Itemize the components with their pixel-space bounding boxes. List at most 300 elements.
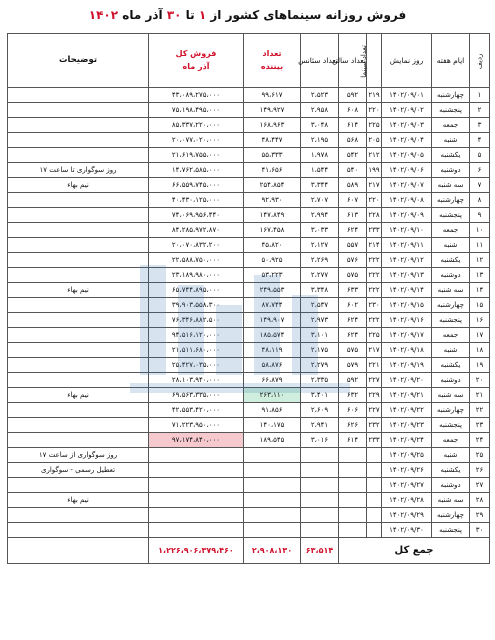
note-cell <box>8 253 149 268</box>
table-row <box>8 343 490 358</box>
note-cell <box>8 298 149 313</box>
table-row <box>8 298 490 313</box>
showings-cell: ۲،۶۰۹ <box>301 403 339 418</box>
date-cell: ۱۴۰۲/۰۹/۲۰ <box>382 373 432 388</box>
table-row <box>8 313 490 328</box>
showings-cell: ۲،۲۶۹ <box>301 253 339 268</box>
date-cell: ۱۴۰۲/۰۹/۱۶ <box>382 313 432 328</box>
row-index-cell: ۱۸ <box>470 343 490 358</box>
cinemas-cell: ۲۳۲ <box>367 418 382 433</box>
showings-cell: ۲،۹۷۳ <box>301 313 339 328</box>
halls-cell: ۵۴۰ <box>339 163 367 178</box>
header-sales: فروش کل آذر ماه <box>149 34 244 88</box>
showings-cell: ۲،۱۲۷ <box>301 238 339 253</box>
showings-cell: ۳،۳۴۸ <box>301 283 339 298</box>
total-sales: ۱،۲۲۶،۹۰۶،۳۷۹،۴۶۰ <box>149 538 244 564</box>
row-index-cell: ۲۳ <box>470 418 490 433</box>
date-cell: ۱۴۰۲/۰۹/۰۹ <box>382 208 432 223</box>
sales-cell: ۷۵،۱۹۸،۴۹۵،۰۰۰ <box>149 103 244 118</box>
showings-cell: ۲،۳۳۵ <box>301 373 339 388</box>
weekday-cell: چهارشنبه <box>432 88 470 103</box>
halls-cell <box>339 478 367 493</box>
row-index-cell: ۱۷ <box>470 328 490 343</box>
weekday-cell: جمعه <box>432 433 470 448</box>
sales-cell: ۲۱،۶۱۹،۷۵۵،۰۰۰ <box>149 148 244 163</box>
row-index-cell: ۱۵ <box>470 298 490 313</box>
sales-cell: ۱۴،۷۶۲،۵۸۵،۰۰۰ <box>149 163 244 178</box>
row-index-cell: ۹ <box>470 208 490 223</box>
audience-cell: ۴۵،۸۲۰ <box>244 238 301 253</box>
note-cell <box>8 478 149 493</box>
halls-cell: ۵۹۲ <box>339 88 367 103</box>
row-index-cell: ۱۳ <box>470 268 490 283</box>
showings-cell: ۲،۹۴۱ <box>301 418 339 433</box>
note-cell <box>8 148 149 163</box>
sales-cell <box>149 523 244 538</box>
weekday-cell: دوشنبه <box>432 373 470 388</box>
sales-cell: ۴۲،۵۵۳،۴۲۰،۰۰۰ <box>149 403 244 418</box>
sales-cell: ۶۶،۵۵۹،۷۴۵،۰۰۰ <box>149 178 244 193</box>
table-row <box>8 163 490 178</box>
halls-cell: ۶۰۲ <box>339 298 367 313</box>
cinemas-cell: ۲۲۰ <box>367 193 382 208</box>
audience-cell: ۲۴۹،۵۵۳ <box>244 283 301 298</box>
showings-cell <box>301 448 339 463</box>
cinemas-cell: ۲۲۱ <box>367 358 382 373</box>
sales-cell <box>149 448 244 463</box>
total-label: جمع کل <box>339 538 490 564</box>
note-cell <box>8 118 149 133</box>
sales-cell: ۶۵،۷۴۴،۸۹۵،۰۰۰ <box>149 283 244 298</box>
halls-cell: ۵۷۹ <box>339 358 367 373</box>
sales-cell: ۴۳،۰۸۹،۲۷۵،۰۰۰ <box>149 88 244 103</box>
note-cell <box>8 103 149 118</box>
showings-cell: ۲،۵۳۷ <box>301 298 339 313</box>
header-showings: تعداد سئانس <box>301 34 339 88</box>
halls-cell: ۶۰۶ <box>339 403 367 418</box>
row-index-cell: ۲۱ <box>470 388 490 403</box>
date-cell: ۱۴۰۲/۰۹/۲۱ <box>382 388 432 403</box>
cinemas-cell: ۲۱۷ <box>367 343 382 358</box>
sales-cell: ۲۲،۵۸۸،۷۵۰،۰۰۰ <box>149 253 244 268</box>
audience-cell <box>244 463 301 478</box>
date-cell: ۱۴۰۲/۰۹/۲۳ <box>382 418 432 433</box>
table-row <box>8 88 490 103</box>
weekday-cell: یکشنبه <box>432 358 470 373</box>
audience-cell: ۱۸۹،۵۴۵ <box>244 433 301 448</box>
table-row <box>8 493 490 508</box>
table-row <box>8 433 490 448</box>
row-index-cell: ۲۲ <box>470 403 490 418</box>
row-index-cell: ۵ <box>470 148 490 163</box>
showings-cell: ۲،۲۷۹ <box>301 358 339 373</box>
total-row <box>8 538 490 564</box>
report-title: فروش روزانه سینماهای کشور از ۱ تا ۳۰ آذر ماه ۱۴۰۲ <box>88 8 407 22</box>
halls-cell: ۶۱۳ <box>339 208 367 223</box>
table-row <box>8 283 490 298</box>
header-row <box>8 34 490 88</box>
table-row <box>8 208 490 223</box>
halls-cell: ۶۳۳ <box>339 283 367 298</box>
note-cell <box>8 328 149 343</box>
halls-cell: ۶۲۶ <box>339 418 367 433</box>
audience-cell: ۵۵،۳۳۳ <box>244 148 301 163</box>
date-cell: ۱۴۰۲/۰۹/۰۵ <box>382 148 432 163</box>
weekday-cell: سه شنبه <box>432 493 470 508</box>
cinemas-cell: ۲۲۵ <box>367 328 382 343</box>
cinemas-cell: ۲۲۷ <box>367 373 382 388</box>
note-cell <box>8 208 149 223</box>
weekday-cell: سه شنبه <box>432 178 470 193</box>
audience-cell: ۱۶۸،۹۶۳ <box>244 118 301 133</box>
weekday-cell: یکشنبه <box>432 463 470 478</box>
weekday-cell: جمعه <box>432 223 470 238</box>
halls-cell <box>339 463 367 478</box>
weekday-cell: پنجشنبه <box>432 313 470 328</box>
table-row <box>8 328 490 343</box>
cinemas-cell: ۲۱۴ <box>367 238 382 253</box>
halls-cell: ۶۰۸ <box>339 103 367 118</box>
note-cell <box>8 418 149 433</box>
weekday-cell: دوشنبه <box>432 478 470 493</box>
showings-cell: ۳،۳۴۴ <box>301 178 339 193</box>
row-index-cell: ۴ <box>470 133 490 148</box>
halls-cell <box>339 448 367 463</box>
weekday-cell: دوشنبه <box>432 163 470 178</box>
sales-cell: ۶۹،۵۶۳،۳۳۵،۰۰۰ <box>149 388 244 403</box>
row-index-cell: ۷ <box>470 178 490 193</box>
weekday-cell: شنبه <box>432 238 470 253</box>
note-cell <box>8 223 149 238</box>
sales-cell: ۸۴،۲۸۵،۹۷۲،۸۷۰ <box>149 223 244 238</box>
weekday-cell: چهارشنبه <box>432 298 470 313</box>
showings-cell: ۲،۱۷۵ <box>301 343 339 358</box>
cinemas-cell: ۲۲۸ <box>367 208 382 223</box>
note-cell <box>8 193 149 208</box>
weekday-cell: جمعه <box>432 118 470 133</box>
halls-cell <box>339 523 367 538</box>
date-cell: ۱۴۰۲/۰۹/۱۹ <box>382 358 432 373</box>
table-row <box>8 238 490 253</box>
date-cell: ۱۴۰۲/۰۹/۱۸ <box>382 343 432 358</box>
audience-cell: ۱۶۷،۴۵۸ <box>244 223 301 238</box>
audience-cell: ۱۴۷،۸۴۹ <box>244 208 301 223</box>
showings-cell: ۳،۰۳۳ <box>301 223 339 238</box>
table-row <box>8 103 490 118</box>
note-cell <box>8 523 149 538</box>
date-cell: ۱۴۰۲/۰۹/۰۱ <box>382 88 432 103</box>
header-halls: تعداد سالن <box>339 34 367 88</box>
date-cell: ۱۴۰۲/۰۹/۰۴ <box>382 133 432 148</box>
audience-cell: ۵۸،۸۷۶ <box>244 358 301 373</box>
total-notes-cell <box>8 538 149 564</box>
date-cell: ۱۴۰۲/۰۹/۰۲ <box>382 103 432 118</box>
sales-cell: ۲۱،۵۱۱،۶۸۰،۰۰۰ <box>149 343 244 358</box>
note-cell: نیم بهاء <box>8 283 149 298</box>
note-cell <box>8 508 149 523</box>
row-index-cell: ۸ <box>470 193 490 208</box>
date-cell: ۱۴۰۲/۰۹/۲۷ <box>382 478 432 493</box>
note-cell <box>8 88 149 103</box>
cinemas-cell: ۲۰۵ <box>367 133 382 148</box>
note-cell <box>8 358 149 373</box>
cinemas-cell: ۲۲۲ <box>367 313 382 328</box>
audience-cell: ۸۷،۷۴۴ <box>244 298 301 313</box>
sales-cell: ۹۴،۵۱۶،۱۲۰،۰۰۰ <box>149 328 244 343</box>
header-audience: تعداد بیننده <box>244 34 301 88</box>
date-cell: ۱۴۰۲/۰۹/۱۴ <box>382 283 432 298</box>
showings-cell <box>301 508 339 523</box>
weekday-cell: دوشنبه <box>432 268 470 283</box>
date-cell: ۱۴۰۲/۰۹/۱۰ <box>382 223 432 238</box>
showings-cell: ۳،۱۰۱ <box>301 328 339 343</box>
sales-cell: ۷۶،۳۴۶،۸۸۲،۵۰۰ <box>149 313 244 328</box>
sales-table <box>7 33 490 564</box>
table-row <box>8 463 490 478</box>
row-index-cell: ۱۴ <box>470 283 490 298</box>
weekday-cell: یکشنبه <box>432 148 470 163</box>
row-index-cell: ۶ <box>470 163 490 178</box>
date-cell: ۱۴۰۲/۰۹/۲۴ <box>382 433 432 448</box>
note-cell <box>8 268 149 283</box>
audience-cell: ۲۵۴،۸۵۴ <box>244 178 301 193</box>
halls-cell: ۵۷۶ <box>339 253 367 268</box>
sales-cell: ۹۷،۱۷۴،۸۴۰،۰۰۰ <box>149 433 244 448</box>
table-row <box>8 373 490 388</box>
total-audience: ۲،۹۰۸،۱۳۰ <box>244 538 301 564</box>
row-index-cell: ۱۱ <box>470 238 490 253</box>
note-cell <box>8 133 149 148</box>
cinemas-cell <box>367 478 382 493</box>
sales-cell <box>149 493 244 508</box>
cinemas-cell: ۲۲۲ <box>367 283 382 298</box>
showings-cell <box>301 478 339 493</box>
weekday-cell: پنجشنبه <box>432 208 470 223</box>
date-cell: ۱۴۰۲/۰۹/۱۱ <box>382 238 432 253</box>
weekday-cell: چهارشنبه <box>432 403 470 418</box>
table-row <box>8 268 490 283</box>
table-row <box>8 403 490 418</box>
sales-cell <box>149 478 244 493</box>
sales-cell: ۲۵،۴۲۷،۰۳۵،۰۰۰ <box>149 358 244 373</box>
weekday-cell: چهارشنبه <box>432 508 470 523</box>
date-cell: ۱۴۰۲/۰۹/۰۷ <box>382 178 432 193</box>
halls-cell: ۶۰۷ <box>339 193 367 208</box>
audience-cell: ۱۸۵،۵۷۴ <box>244 328 301 343</box>
weekday-cell: چهارشنبه <box>432 193 470 208</box>
weekday-cell: سه شنبه <box>432 283 470 298</box>
table-row <box>8 133 490 148</box>
halls-cell: ۶۱۴ <box>339 433 367 448</box>
cinemas-cell: ۲۳۳ <box>367 223 382 238</box>
sales-cell <box>149 463 244 478</box>
sales-cell: ۲۸،۱۰۳،۹۴۰،۰۰۰ <box>149 373 244 388</box>
halls-cell: ۵۹۲ <box>339 373 367 388</box>
row-index-cell: ۱ <box>470 88 490 103</box>
cinemas-cell <box>367 523 382 538</box>
date-cell: ۱۴۰۲/۰۹/۲۸ <box>382 493 432 508</box>
sales-cell: ۷۴،۰۶۹،۹۵۶،۴۴۰ <box>149 208 244 223</box>
row-index-cell: ۲۰ <box>470 373 490 388</box>
row-index-cell: ۱۲ <box>470 253 490 268</box>
halls-cell: ۵۶۸ <box>339 133 367 148</box>
sales-cell <box>149 508 244 523</box>
sales-cell: ۴۰،۴۳۰،۱۲۵،۰۰۰ <box>149 193 244 208</box>
halls-cell: ۶۲۴ <box>339 223 367 238</box>
audience-cell <box>244 478 301 493</box>
sales-cell: ۳۹،۹۰۳،۵۵۸،۳۰۰ <box>149 298 244 313</box>
date-cell: ۱۴۰۲/۰۹/۰۳ <box>382 118 432 133</box>
showings-cell: ۳،۰۴۸ <box>301 118 339 133</box>
table-row <box>8 523 490 538</box>
note-cell: روز سوگواری از ساعت ۱۷ <box>8 448 149 463</box>
sales-cell: ۸۵،۳۳۷،۲۲۰،۰۰۰ <box>149 118 244 133</box>
weekday-cell: شنبه <box>432 448 470 463</box>
halls-cell: ۵۵۷ <box>339 238 367 253</box>
table-row <box>8 253 490 268</box>
showings-cell: ۲،۱۹۵ <box>301 133 339 148</box>
note-cell: روز سوگواری تا ساعت ۱۷ <box>8 163 149 178</box>
sales-cell: ۲۳،۱۸۹،۹۸۰،۰۰۰ <box>149 268 244 283</box>
weekday-cell: پنجشنبه <box>432 103 470 118</box>
showings-cell: ۲،۵۲۳ <box>301 88 339 103</box>
row-index-cell: ۲۹ <box>470 508 490 523</box>
sales-cell: ۲۰،۰۷۷،۰۲۰،۰۰۰ <box>149 133 244 148</box>
cinemas-cell: ۲۳۰ <box>367 298 382 313</box>
table-row <box>8 508 490 523</box>
cinemas-cell: ۲۲۰ <box>367 103 382 118</box>
showings-cell <box>301 463 339 478</box>
sales-cell: ۷۱،۲۲۳،۹۵۰،۰۰۰ <box>149 418 244 433</box>
halls-cell: ۵۷۵ <box>339 343 367 358</box>
date-cell: ۱۴۰۲/۰۹/۱۲ <box>382 253 432 268</box>
audience-cell: ۹۲،۹۳۰ <box>244 193 301 208</box>
showings-cell: ۳،۰۱۶ <box>301 433 339 448</box>
cinemas-cell: ۲۲۲ <box>367 268 382 283</box>
weekday-cell: یکشنبه <box>432 253 470 268</box>
table-row <box>8 148 490 163</box>
row-index-cell: ۳۰ <box>470 523 490 538</box>
row-index-cell: ۲۴ <box>470 433 490 448</box>
weekday-cell: شنبه <box>432 133 470 148</box>
date-cell: ۱۴۰۲/۰۹/۰۶ <box>382 163 432 178</box>
halls-cell <box>339 508 367 523</box>
showings-cell: ۳،۴۰۱ <box>301 388 339 403</box>
showings-cell <box>301 523 339 538</box>
audience-cell: ۵۰،۹۲۵ <box>244 253 301 268</box>
row-index-cell: ۱۶ <box>470 313 490 328</box>
halls-cell: ۶۲۴ <box>339 328 367 343</box>
note-cell: نیم بهاء <box>8 178 149 193</box>
cinemas-cell <box>367 508 382 523</box>
date-cell: ۱۴۰۲/۰۹/۲۹ <box>382 508 432 523</box>
row-index-cell: ۱۹ <box>470 358 490 373</box>
weekday-cell: پنجشنبه <box>432 523 470 538</box>
note-cell: نیم بهاء <box>8 493 149 508</box>
weekday-cell: سه شنبه <box>432 388 470 403</box>
weekday-cell: جمعه <box>432 328 470 343</box>
date-cell: ۱۴۰۲/۰۹/۳۰ <box>382 523 432 538</box>
audience-cell: ۶۶،۸۷۹ <box>244 373 301 388</box>
table-row <box>8 223 490 238</box>
row-index-cell: ۲۷ <box>470 478 490 493</box>
date-cell: ۱۴۰۲/۰۹/۲۵ <box>382 448 432 463</box>
audience-cell: ۴۸،۱۱۹ <box>244 343 301 358</box>
audience-cell <box>244 523 301 538</box>
halls-cell: ۵۷۵ <box>339 268 367 283</box>
showings-cell: ۲،۷۰۷ <box>301 193 339 208</box>
header-cinemas: تعداد سینما <box>367 34 382 88</box>
halls-cell: ۶۱۴ <box>339 118 367 133</box>
date-cell: ۱۴۰۲/۰۹/۱۵ <box>382 298 432 313</box>
audience-cell: ۲۶۳،۱۱۰ <box>244 388 301 403</box>
halls-cell: ۶۳۲ <box>339 388 367 403</box>
header-weekday: ایام هفته <box>432 34 470 88</box>
cinemas-cell: ۲۱۹ <box>367 88 382 103</box>
cinemas-cell: ۲۲۵ <box>367 118 382 133</box>
table-row <box>8 178 490 193</box>
showings-cell <box>301 493 339 508</box>
halls-cell: ۶۲۴ <box>339 313 367 328</box>
audience-cell: ۴۸،۴۴۷ <box>244 133 301 148</box>
date-cell: ۱۴۰۲/۰۹/۲۲ <box>382 403 432 418</box>
note-cell <box>8 373 149 388</box>
cinemas-cell: ۲۳۳ <box>367 433 382 448</box>
halls-cell: ۵۸۹ <box>339 178 367 193</box>
audience-cell <box>244 448 301 463</box>
cinemas-cell: ۲۲۷ <box>367 403 382 418</box>
table-row <box>8 358 490 373</box>
audience-cell <box>244 493 301 508</box>
halls-cell <box>339 493 367 508</box>
audience-cell: ۱۴۹،۹۲۷ <box>244 103 301 118</box>
table-row <box>8 193 490 208</box>
weekday-cell: شنبه <box>432 343 470 358</box>
date-cell: ۱۴۰۲/۰۹/۰۸ <box>382 193 432 208</box>
table-row <box>8 478 490 493</box>
table-row <box>8 448 490 463</box>
audience-cell: ۱۴۹،۹۰۷ <box>244 313 301 328</box>
showings-cell: ۲،۲۷۷ <box>301 268 339 283</box>
audience-cell: ۵۳،۲۲۳ <box>244 268 301 283</box>
note-cell: نیم بهاء <box>8 388 149 403</box>
showings-cell: ۱،۵۴۴ <box>301 163 339 178</box>
table-row <box>8 418 490 433</box>
cinemas-cell: ۲۲۹ <box>367 388 382 403</box>
cinemas-cell: ۲۱۲ <box>367 148 382 163</box>
showings-cell: ۱،۹۷۸ <box>301 148 339 163</box>
cinemas-cell: ۱۹۹ <box>367 163 382 178</box>
row-index-cell: ۲۵ <box>470 448 490 463</box>
audience-cell: ۱۴۰،۱۷۵ <box>244 418 301 433</box>
showings-cell: ۲،۹۹۴ <box>301 208 339 223</box>
header-row-index: ردیف <box>470 34 490 88</box>
note-cell <box>8 343 149 358</box>
row-index-cell: ۳ <box>470 118 490 133</box>
row-index-cell: ۲۸ <box>470 493 490 508</box>
cinemas-cell: ۲۲۲ <box>367 253 382 268</box>
audience-cell: ۴۱،۶۵۶ <box>244 163 301 178</box>
halls-cell: ۵۴۲ <box>339 148 367 163</box>
audience-cell: ۹۱،۸۵۶ <box>244 403 301 418</box>
cinemas-cell: ۲۱۷ <box>367 178 382 193</box>
note-cell <box>8 433 149 448</box>
date-cell: ۱۴۰۲/۰۹/۱۳ <box>382 268 432 283</box>
note-cell <box>8 403 149 418</box>
date-cell: ۱۴۰۲/۰۹/۱۷ <box>382 328 432 343</box>
cinemas-cell <box>367 448 382 463</box>
header-date: روز نمایش <box>382 34 432 88</box>
